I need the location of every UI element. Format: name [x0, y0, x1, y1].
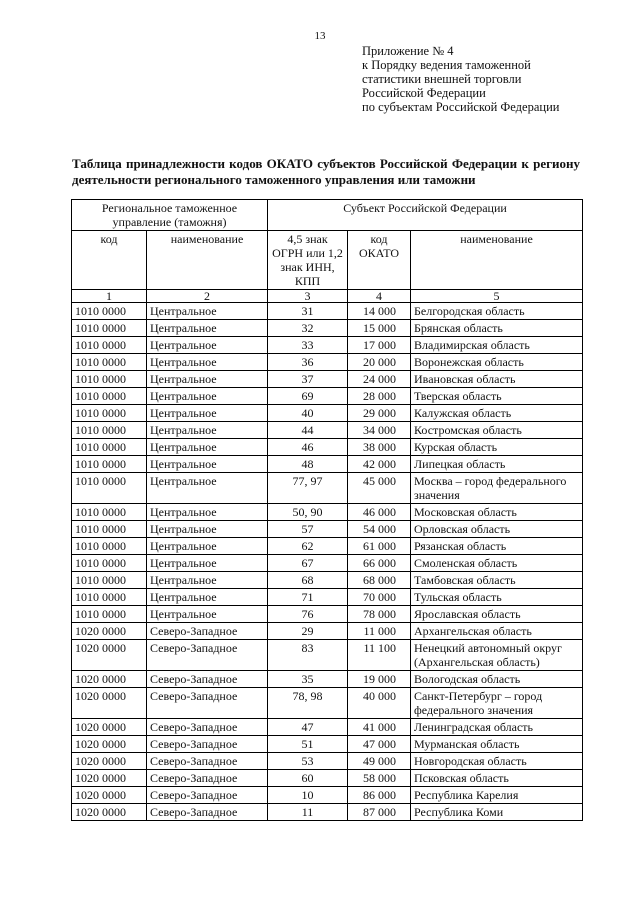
- cell-customs-name: Центральное: [147, 422, 268, 439]
- cell-subject-name: Смоленская область: [411, 555, 583, 572]
- header-columns-row: [72, 231, 583, 290]
- cell-ogrn-inn: 67: [268, 555, 348, 572]
- cell-okato-code: 41 000: [348, 719, 411, 736]
- appendix-line: по субъектам Российской Федерации: [362, 100, 560, 114]
- cell-ogrn-inn: 32: [268, 320, 348, 337]
- cell-subject-name: Тамбовская область: [411, 572, 583, 589]
- cell-customs-code: 1010 0000: [72, 422, 147, 439]
- cell-subject-name: Курская область: [411, 439, 583, 456]
- appendix-line: Приложение № 4: [362, 44, 454, 58]
- column-number-row: [72, 290, 583, 303]
- appendix-heading: [362, 44, 559, 114]
- cell-subject-name: Рязанская область: [411, 538, 583, 555]
- cell-customs-code: 1020 0000: [72, 770, 147, 787]
- cell-customs-name: Центральное: [147, 388, 268, 405]
- cell-subject-name: Липецкая область: [411, 456, 583, 473]
- cell-customs-code: 1010 0000: [72, 521, 147, 538]
- cell-okato-code: 34 000: [348, 422, 411, 439]
- cell-customs-code: 1020 0000: [72, 736, 147, 753]
- cell-okato-code: 20 000: [348, 354, 411, 371]
- cell-subject-name: Владимирская область: [411, 337, 583, 354]
- cell-customs-code: 1020 0000: [72, 623, 147, 640]
- cell-subject-name: Брянская область: [411, 320, 583, 337]
- table-row: [72, 337, 583, 354]
- table-row: [72, 804, 583, 821]
- cell-okato-code: 70 000: [348, 589, 411, 606]
- cell-customs-code: 1020 0000: [72, 719, 147, 736]
- cell-okato-code: 87 000: [348, 804, 411, 821]
- cell-okato-code: 19 000: [348, 671, 411, 688]
- page-number: 13: [314, 30, 326, 42]
- column-number: 1: [72, 290, 147, 303]
- table-row: [72, 555, 583, 572]
- cell-subject-name: Ивановская область: [411, 371, 583, 388]
- cell-customs-code: 1010 0000: [72, 572, 147, 589]
- cell-okato-code: 45 000: [348, 473, 411, 504]
- appendix-line: к Порядку ведения таможенной: [362, 58, 531, 72]
- cell-ogrn-inn: 10: [268, 787, 348, 804]
- cell-okato-code: 40 000: [348, 688, 411, 719]
- cell-okato-code: 61 000: [348, 538, 411, 555]
- cell-ogrn-inn: 78, 98: [268, 688, 348, 719]
- appendix-line: Российской Федерации: [362, 86, 486, 100]
- table-row: [72, 640, 583, 671]
- cell-subject-name: Новгородская область: [411, 753, 583, 770]
- cell-customs-name: Северо-Западное: [147, 753, 268, 770]
- cell-okato-code: 11 100: [348, 640, 411, 671]
- header-subject-name: наименование: [411, 231, 583, 290]
- cell-ogrn-inn: 48: [268, 456, 348, 473]
- table-row: [72, 371, 583, 388]
- okato-table: [71, 199, 583, 821]
- header-customs-group: Региональное таможенное управление (таможня): [72, 200, 268, 231]
- cell-customs-name: Северо-Западное: [147, 787, 268, 804]
- cell-customs-code: 1010 0000: [72, 388, 147, 405]
- cell-ogrn-inn: 77, 97: [268, 473, 348, 504]
- cell-ogrn-inn: 53: [268, 753, 348, 770]
- cell-customs-code: 1010 0000: [72, 606, 147, 623]
- header-customs-name: наименование: [147, 231, 268, 290]
- cell-okato-code: 38 000: [348, 439, 411, 456]
- table-title: Таблица принадлежности кодов ОКАТО субъектов Российской Федерации к региону деятельности регионального таможенного управления или таможни: [72, 156, 580, 187]
- cell-customs-name: Центральное: [147, 538, 268, 555]
- table-row: [72, 753, 583, 770]
- cell-customs-name: Центральное: [147, 439, 268, 456]
- cell-customs-name: Северо-Западное: [147, 688, 268, 719]
- cell-customs-name: Центральное: [147, 572, 268, 589]
- cell-ogrn-inn: 11: [268, 804, 348, 821]
- cell-customs-name: Центральное: [147, 371, 268, 388]
- cell-customs-code: 1010 0000: [72, 504, 147, 521]
- cell-subject-name: Псковская область: [411, 770, 583, 787]
- table-row: [72, 606, 583, 623]
- cell-ogrn-inn: 40: [268, 405, 348, 422]
- cell-okato-code: 78 000: [348, 606, 411, 623]
- table-row: [72, 688, 583, 719]
- cell-ogrn-inn: 50, 90: [268, 504, 348, 521]
- cell-customs-name: Центральное: [147, 589, 268, 606]
- table-row: [72, 787, 583, 804]
- cell-customs-code: 1020 0000: [72, 671, 147, 688]
- cell-subject-name: Ленинградская область: [411, 719, 583, 736]
- table-row: [72, 736, 583, 753]
- cell-okato-code: 28 000: [348, 388, 411, 405]
- header-group-row: [72, 200, 583, 231]
- cell-customs-code: 1010 0000: [72, 405, 147, 422]
- header-ogrn-inn: 4,5 знак ОГРН или 1,2 знак ИНН, КПП: [268, 231, 348, 290]
- table-row: [72, 589, 583, 606]
- cell-customs-name: Центральное: [147, 473, 268, 504]
- column-number: 4: [348, 290, 411, 303]
- header-okato-code: код ОКАТО: [348, 231, 411, 290]
- cell-okato-code: 17 000: [348, 337, 411, 354]
- cell-okato-code: 47 000: [348, 736, 411, 753]
- cell-okato-code: 66 000: [348, 555, 411, 572]
- cell-customs-code: 1010 0000: [72, 303, 147, 320]
- table-row: [72, 671, 583, 688]
- cell-subject-name: Ненецкий автономный округ (Архангельская область): [411, 640, 583, 671]
- appendix-line: статистики внешней торговли: [362, 72, 522, 86]
- cell-okato-code: 14 000: [348, 303, 411, 320]
- cell-subject-name: Воронежская область: [411, 354, 583, 371]
- cell-okato-code: 68 000: [348, 572, 411, 589]
- cell-customs-code: 1020 0000: [72, 787, 147, 804]
- cell-customs-name: Центральное: [147, 405, 268, 422]
- cell-customs-code: 1010 0000: [72, 354, 147, 371]
- cell-customs-code: 1010 0000: [72, 320, 147, 337]
- cell-okato-code: 42 000: [348, 456, 411, 473]
- table-row: [72, 439, 583, 456]
- cell-subject-name: Архангельская область: [411, 623, 583, 640]
- cell-customs-name: Северо-Западное: [147, 640, 268, 671]
- cell-okato-code: 58 000: [348, 770, 411, 787]
- cell-customs-name: Центральное: [147, 303, 268, 320]
- cell-customs-code: 1010 0000: [72, 456, 147, 473]
- column-number: 2: [147, 290, 268, 303]
- cell-okato-code: 46 000: [348, 504, 411, 521]
- cell-subject-name: Калужская область: [411, 405, 583, 422]
- cell-customs-code: 1020 0000: [72, 804, 147, 821]
- cell-okato-code: 29 000: [348, 405, 411, 422]
- table-row: [72, 538, 583, 555]
- cell-customs-code: 1020 0000: [72, 753, 147, 770]
- cell-ogrn-inn: 51: [268, 736, 348, 753]
- table-row: [72, 473, 583, 504]
- cell-ogrn-inn: 37: [268, 371, 348, 388]
- cell-okato-code: 24 000: [348, 371, 411, 388]
- cell-customs-name: Центральное: [147, 504, 268, 521]
- cell-customs-code: 1010 0000: [72, 589, 147, 606]
- cell-customs-name: Центральное: [147, 606, 268, 623]
- cell-customs-code: 1010 0000: [72, 473, 147, 504]
- cell-customs-name: Центральное: [147, 354, 268, 371]
- cell-subject-name: Республика Коми: [411, 804, 583, 821]
- cell-subject-name: Орловская область: [411, 521, 583, 538]
- table-row: [72, 521, 583, 538]
- cell-subject-name: Мурманская область: [411, 736, 583, 753]
- cell-ogrn-inn: 35: [268, 671, 348, 688]
- cell-customs-code: 1010 0000: [72, 371, 147, 388]
- header-code: код: [72, 231, 147, 290]
- cell-ogrn-inn: 46: [268, 439, 348, 456]
- cell-ogrn-inn: 36: [268, 354, 348, 371]
- cell-customs-code: 1010 0000: [72, 538, 147, 555]
- table-row: [72, 354, 583, 371]
- table-row: [72, 405, 583, 422]
- table-row: [72, 623, 583, 640]
- cell-ogrn-inn: 60: [268, 770, 348, 787]
- cell-customs-code: 1010 0000: [72, 337, 147, 354]
- cell-subject-name: Республика Карелия: [411, 787, 583, 804]
- column-number: 5: [411, 290, 583, 303]
- cell-okato-code: 54 000: [348, 521, 411, 538]
- table-row: [72, 456, 583, 473]
- cell-customs-name: Северо-Западное: [147, 736, 268, 753]
- cell-ogrn-inn: 31: [268, 303, 348, 320]
- table-row: [72, 770, 583, 787]
- cell-subject-name: Тверская область: [411, 388, 583, 405]
- cell-customs-code: 1010 0000: [72, 439, 147, 456]
- cell-subject-name: Тульская область: [411, 589, 583, 606]
- cell-subject-name: Москва – город федерального значения: [411, 473, 583, 504]
- cell-customs-name: Северо-Западное: [147, 671, 268, 688]
- cell-customs-name: Северо-Западное: [147, 770, 268, 787]
- cell-okato-code: 49 000: [348, 753, 411, 770]
- cell-ogrn-inn: 62: [268, 538, 348, 555]
- cell-okato-code: 11 000: [348, 623, 411, 640]
- cell-customs-name: Северо-Западное: [147, 623, 268, 640]
- cell-ogrn-inn: 68: [268, 572, 348, 589]
- cell-ogrn-inn: 69: [268, 388, 348, 405]
- table-row: [72, 504, 583, 521]
- cell-ogrn-inn: 83: [268, 640, 348, 671]
- table-row: [72, 320, 583, 337]
- cell-subject-name: Санкт-Петербург – город федерального значения: [411, 688, 583, 719]
- cell-customs-name: Северо-Западное: [147, 804, 268, 821]
- cell-ogrn-inn: 47: [268, 719, 348, 736]
- cell-subject-name: Ярославская область: [411, 606, 583, 623]
- cell-subject-name: Белгородская область: [411, 303, 583, 320]
- cell-customs-code: 1020 0000: [72, 640, 147, 671]
- cell-ogrn-inn: 71: [268, 589, 348, 606]
- table-body: [72, 303, 583, 821]
- header-subject-group: Субъект Российской Федерации: [268, 200, 583, 231]
- cell-ogrn-inn: 33: [268, 337, 348, 354]
- cell-customs-name: Центральное: [147, 456, 268, 473]
- cell-customs-name: Северо-Западное: [147, 719, 268, 736]
- cell-ogrn-inn: 57: [268, 521, 348, 538]
- cell-customs-name: Центральное: [147, 320, 268, 337]
- table-row: [72, 719, 583, 736]
- column-number: 3: [268, 290, 348, 303]
- cell-ogrn-inn: 44: [268, 422, 348, 439]
- cell-customs-name: Центральное: [147, 337, 268, 354]
- table-row: [72, 388, 583, 405]
- cell-customs-name: Центральное: [147, 521, 268, 538]
- cell-ogrn-inn: 29: [268, 623, 348, 640]
- cell-okato-code: 15 000: [348, 320, 411, 337]
- table-row: [72, 303, 583, 320]
- cell-okato-code: 86 000: [348, 787, 411, 804]
- cell-subject-name: Вологодская область: [411, 671, 583, 688]
- table-row: [72, 572, 583, 589]
- cell-customs-code: 1020 0000: [72, 688, 147, 719]
- table-row: [72, 422, 583, 439]
- cell-customs-code: 1010 0000: [72, 555, 147, 572]
- cell-subject-name: Костромская область: [411, 422, 583, 439]
- cell-ogrn-inn: 76: [268, 606, 348, 623]
- cell-subject-name: Московская область: [411, 504, 583, 521]
- cell-customs-name: Центральное: [147, 555, 268, 572]
